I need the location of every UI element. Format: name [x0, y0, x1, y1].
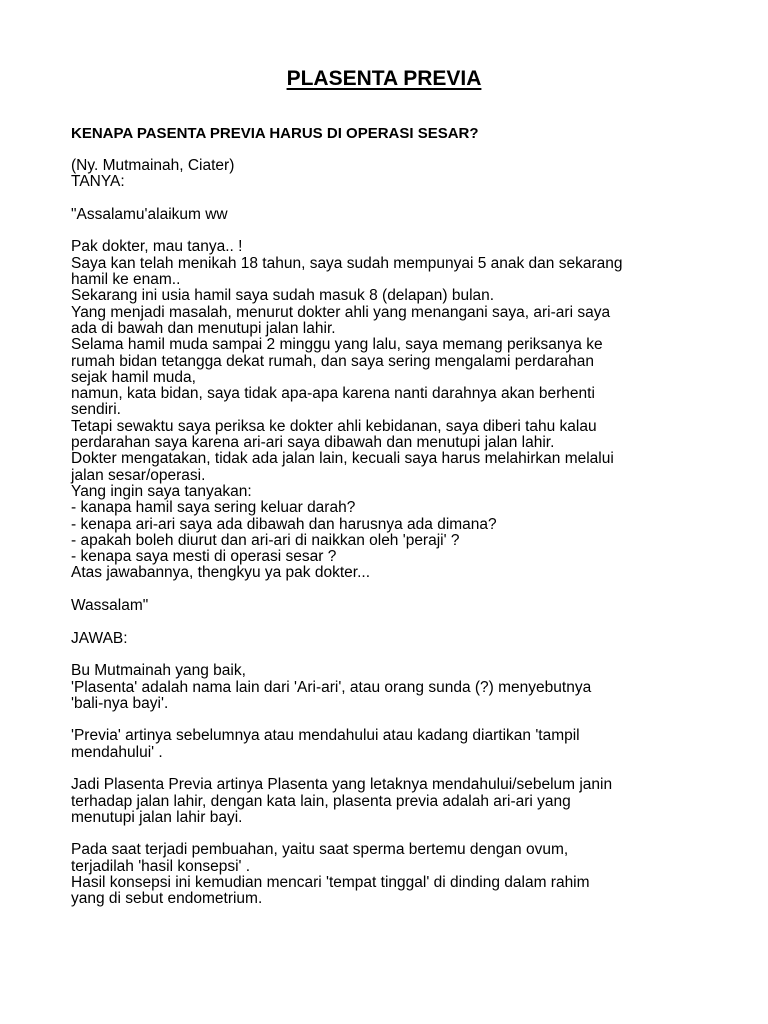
text-line: 'Previa' artinya sebelumnya atau mendahului atau kadang diartikan 'tampil: [71, 727, 580, 745]
text-line: sejak hamil muda,: [71, 368, 196, 386]
text-line: Atas jawabannya, thengkyu ya pak dokter...: [71, 564, 370, 582]
blank-line: [71, 191, 731, 207]
text-line: "Assalamu'alaikum ww: [71, 205, 228, 223]
text-line: ada di bawah dan menutupi jalan lahir.: [71, 319, 336, 337]
text-line: menutupi jalan lahir bayi.: [71, 808, 243, 826]
text-line: Hasil konsepsi ini kemudian mencari 'tempat tinggal' di dinding dalam rahim: [71, 874, 590, 892]
text-line: Dokter mengatakan, tidak ada jalan lain, kecuali saya harus melahirkan melalui: [71, 450, 614, 468]
text-line: Sekarang ini usia hamil saya sudah masuk 8 (delapan) bulan.: [71, 287, 495, 305]
text-line: Yang ingin saya tanyakan:: [71, 482, 252, 500]
text-line: 'Plasenta' adalah nama lain dari 'Ari-ari', atau orang sunda (?) menyebutnya: [71, 678, 592, 696]
text-line: - kenapa saya mesti di operasi sesar ?: [71, 548, 337, 566]
text-line: hamil ke enam..: [71, 271, 181, 289]
blank-line: [71, 761, 731, 777]
text-line: JAWAB:: [71, 629, 128, 647]
blank-line: [71, 647, 731, 663]
text-line: Jadi Plasenta Previa artinya Plasenta yang letaknya mendahului/sebelum janin: [71, 776, 613, 794]
blank-line: [71, 614, 731, 630]
text-line: Pada saat terjadi pembuahan, yaitu saat sperma bertemu dengan ovum,: [71, 841, 569, 859]
text-line: Tetapi sewaktu saya periksa ke dokter ahli kebidanan, saya diberi tahu kalau: [71, 417, 597, 435]
text-line: rumah bidan tetangga dekat rumah, dan saya sering mengalami perdarahan: [71, 352, 595, 370]
document-body: [71, 158, 731, 908]
text-line: (Ny. Mutmainah, Ciater): [71, 157, 235, 174]
document-subtitle: KENAPA PASENTA PREVIA HARUS DI OPERASI SESAR?: [71, 125, 479, 142]
text-line: Yang menjadi masalah, menurut dokter ahli yang menangani saya, ari-ari saya: [71, 303, 611, 321]
text-line: perdarahan saya karena ari-ari saya dibawah dan menutupi jalan lahir.: [71, 434, 555, 452]
text-line: terhadap jalan lahir, dengan kata lain, plasenta previa adalah ari-ari yang: [71, 792, 571, 810]
blank-line: [71, 826, 731, 842]
document-title-text: PLASENTA PREVIA: [286, 67, 482, 90]
text-line: 'bali-nya bayi'.: [71, 694, 169, 712]
blank-line: [71, 712, 731, 728]
blank-line: [71, 582, 731, 598]
text-line: Wassalam": [71, 597, 149, 615]
blank-line: [71, 223, 731, 239]
text-line: Selama hamil muda sampai 2 minggu yang lalu, saya memang periksanya ke: [71, 336, 603, 354]
text-line: Pak dokter, mau tanya.. !: [71, 238, 243, 256]
text-line: mendahului' .: [71, 743, 163, 761]
text-line: sendiri.: [71, 401, 121, 419]
text-line: namun, kata bidan, saya tidak apa-apa karena nanti darahnya akan berhenti: [71, 385, 595, 403]
document-title: [0, 66, 768, 92]
text-line: Bu Mutmainah yang baik,: [71, 662, 246, 680]
text-line: Saya kan telah menikah 18 tahun, saya sudah mempunyai 5 anak dan sekarang: [71, 254, 623, 272]
text-line: yang di sebut endometrium.: [71, 890, 263, 908]
text-line: jalan sesar/operasi.: [71, 466, 206, 484]
text-line: - kanapa hamil saya sering keluar darah?: [71, 499, 356, 517]
text-line: terjadilah 'hasil konsepsi' .: [71, 857, 251, 875]
text-line: TANYA:: [71, 173, 125, 191]
text-line: - apakah boleh diurut dan ari-ari di naikkan oleh 'peraji' ?: [71, 531, 460, 549]
text-line: - kenapa ari-ari saya ada dibawah dan harusnya ada dimana?: [71, 515, 497, 533]
